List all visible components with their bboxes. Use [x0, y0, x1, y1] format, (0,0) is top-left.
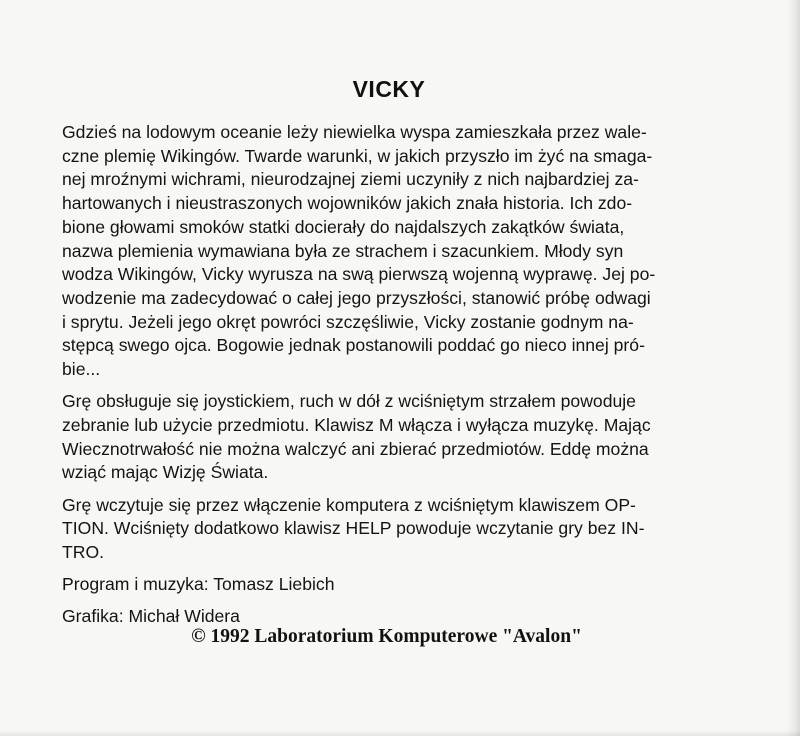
copyright-notice: © 1992 Laboratorium Komputerowe "Avalon" [191, 626, 582, 647]
loading-line: Grę wczytuje się przez włączenie komputera z wciśniętym klawiszem OP- [62, 494, 636, 515]
story-line: nazwa plemienia wymawiana była ze strachem i szacunkiem. Młody syn [62, 240, 624, 261]
controls-line: wziąć mając Wizję Świata. [62, 462, 269, 483]
controls-line: zebranie lub użycie przedmiotu. Klawisz M włącza i wyłącza muzykę. Mając [62, 414, 651, 435]
credits-program-line: Program i muzyka: Tomasz Liebich [62, 574, 335, 595]
page-edge-shadow-bottom [0, 730, 800, 736]
story-line: bione głowami smoków statki docierały do najdalszych zakątków świata, [62, 216, 625, 237]
story-line: stępcą swego ojca. Bogowie jednak postanowili poddać go nieco innej pró- [62, 335, 645, 356]
loading-paragraph [62, 494, 728, 565]
controls-line: Wiecznotrwałość nie można walczyć ani zbierać przedmiotów. Eddę można [62, 438, 649, 459]
story-line: i sprytu. Jeżeli jego okręt powróci szczęśliwie, Vicky zostanie godnym na- [62, 311, 634, 332]
story-line: nej mroźnymi wichrami, nieurodzajnej ziemi uczyniły z nich najbardziej za- [62, 169, 639, 190]
story-line: wodzenie ma zadecydować o całej jego przyszłości, stanowić próbę odwagi [62, 287, 651, 308]
story-line: bie... [62, 359, 101, 380]
page-edge-shadow-right [786, 0, 800, 736]
story-paragraph [62, 121, 728, 382]
loading-line: TION. Wciśnięty dodatkowo klawisz HELP powoduje wczytanie gry bez IN- [62, 518, 645, 539]
story-line: wodza Wikingów, Vicky wyrusza na swą pierwszą wojenną wyprawę. Jej po- [62, 264, 656, 285]
story-line: hartowanych i nieustraszonych wojowników jakich znała historia. Ich zdo- [62, 193, 633, 214]
credits-graphics-line: Grafika: Michał Widera [62, 606, 240, 627]
credits-program [62, 573, 728, 597]
page-title: VICKY [352, 76, 426, 102]
controls-paragraph [62, 390, 728, 485]
story-line: czne plemię Wikingów. Twarde warunki, w jakich przyszło im żyć na smaga- [62, 145, 653, 166]
controls-line: Grę obsługuje się joystickiem, ruch w dół z wciśniętym strzałem powoduje [62, 391, 636, 412]
loading-line: TRO. [62, 541, 105, 562]
manual-body [62, 121, 728, 638]
story-line: Gdzieś na lodowym oceanie leży niewielka wyspa zamieszkała przez wale- [62, 122, 647, 142]
